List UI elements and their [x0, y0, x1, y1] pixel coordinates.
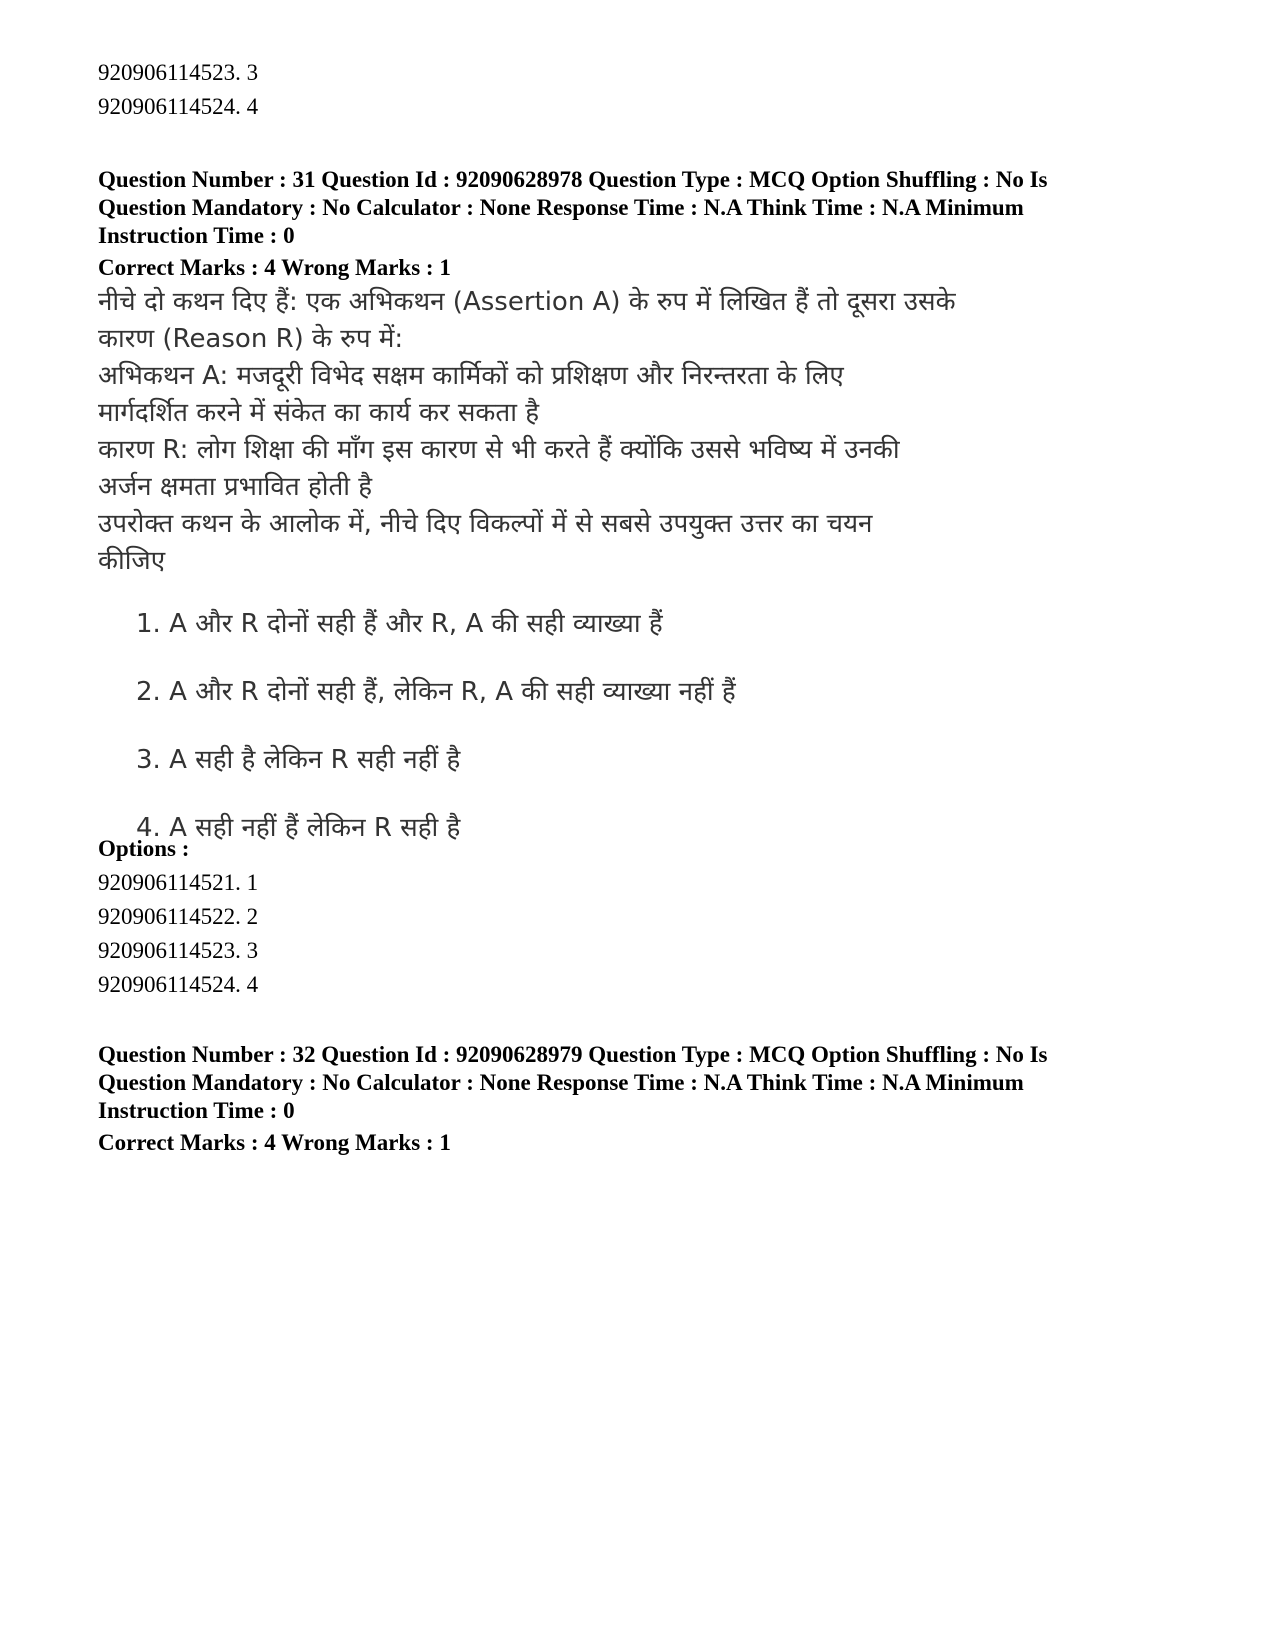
stem-line: अर्जन क्षमता प्रभावित होती है	[98, 472, 373, 502]
question-header-line: Instruction Time : 0	[98, 223, 295, 248]
choice-item: 4. A सही नहीं हैं लेकिन R सही है	[136, 813, 461, 843]
stem-line: मार्गदर्शित करने में संकेत का कार्य कर सकता है	[98, 398, 540, 428]
question-31-options	[98, 832, 258, 1002]
question-32-marks: Correct Marks : 4 Wrong Marks : 1	[98, 1130, 451, 1155]
option-line: 920906114522. 2	[98, 904, 259, 929]
question-31-marks: Correct Marks : 4 Wrong Marks : 1	[98, 255, 451, 280]
question-32-block	[98, 1041, 1048, 1157]
option-line: 920906114521. 1	[98, 870, 259, 895]
question-header-line: Instruction Time : 0	[98, 1098, 295, 1123]
question-31-header	[98, 166, 1048, 250]
question-header-line: Question Mandatory : No Calculator : None Response Time : N.A Think Time : N.A Minimum	[98, 195, 1024, 220]
question-header-line: Question Mandatory : No Calculator : None Response Time : N.A Think Time : N.A Minimum	[98, 1070, 1024, 1095]
question-32-header	[98, 1041, 1048, 1125]
stem-line: उपरोक्त कथन के आलोक में, नीचे दिए विकल्पों में से सबसे उपयुक्त उत्तर का चयन	[98, 509, 873, 539]
option-line: 920906114523. 3	[98, 938, 259, 963]
question-31-stem	[98, 284, 1048, 580]
stem-line: अभिकथन A: मजदूरी विभेद सक्षम कार्मिकों को प्रशिक्षण और निरन्तरता के लिए	[98, 361, 844, 391]
stem-line: कीजिए	[98, 546, 166, 576]
question-header-line: Question Number : 31 Question Id : 92090628978 Question Type : MCQ Option Shuffling : No Is	[98, 167, 1048, 192]
stem-line: नीचे दो कथन दिए हैं: एक अभिकथन (Assertion A) के रुप में लिखित हैं तो दूसरा उसके	[98, 287, 956, 317]
choice-item: 1. A और R दोनों सही हैं और R, A की सही व्याख्या हैं	[136, 609, 663, 639]
choice-item: 3. A सही है लेकिन R सही नहीं है	[136, 745, 461, 775]
option-line: 920906114524. 4	[98, 972, 259, 997]
options-label: Options :	[98, 836, 190, 861]
option-line: 920906114524. 4	[98, 94, 259, 119]
option-line: 920906114523. 3	[98, 60, 259, 85]
stem-line: कारण R: लोग शिक्षा की माँग इस कारण से भी करते हैं क्योंकि उससे भविष्य में उनकी	[98, 435, 900, 465]
stem-line: कारण (Reason R) के रुप में:	[98, 324, 404, 354]
choice-item: 2. A और R दोनों सही हैं, लेकिन R, A की सही व्याख्या नहीं हैं	[136, 677, 736, 707]
question-31-block	[98, 166, 1048, 846]
question-header-line: Question Number : 32 Question Id : 92090628979 Question Type : MCQ Option Shuffling : No Is	[98, 1042, 1048, 1067]
question-31-choices	[98, 606, 1048, 846]
prev-options-list	[98, 56, 258, 124]
